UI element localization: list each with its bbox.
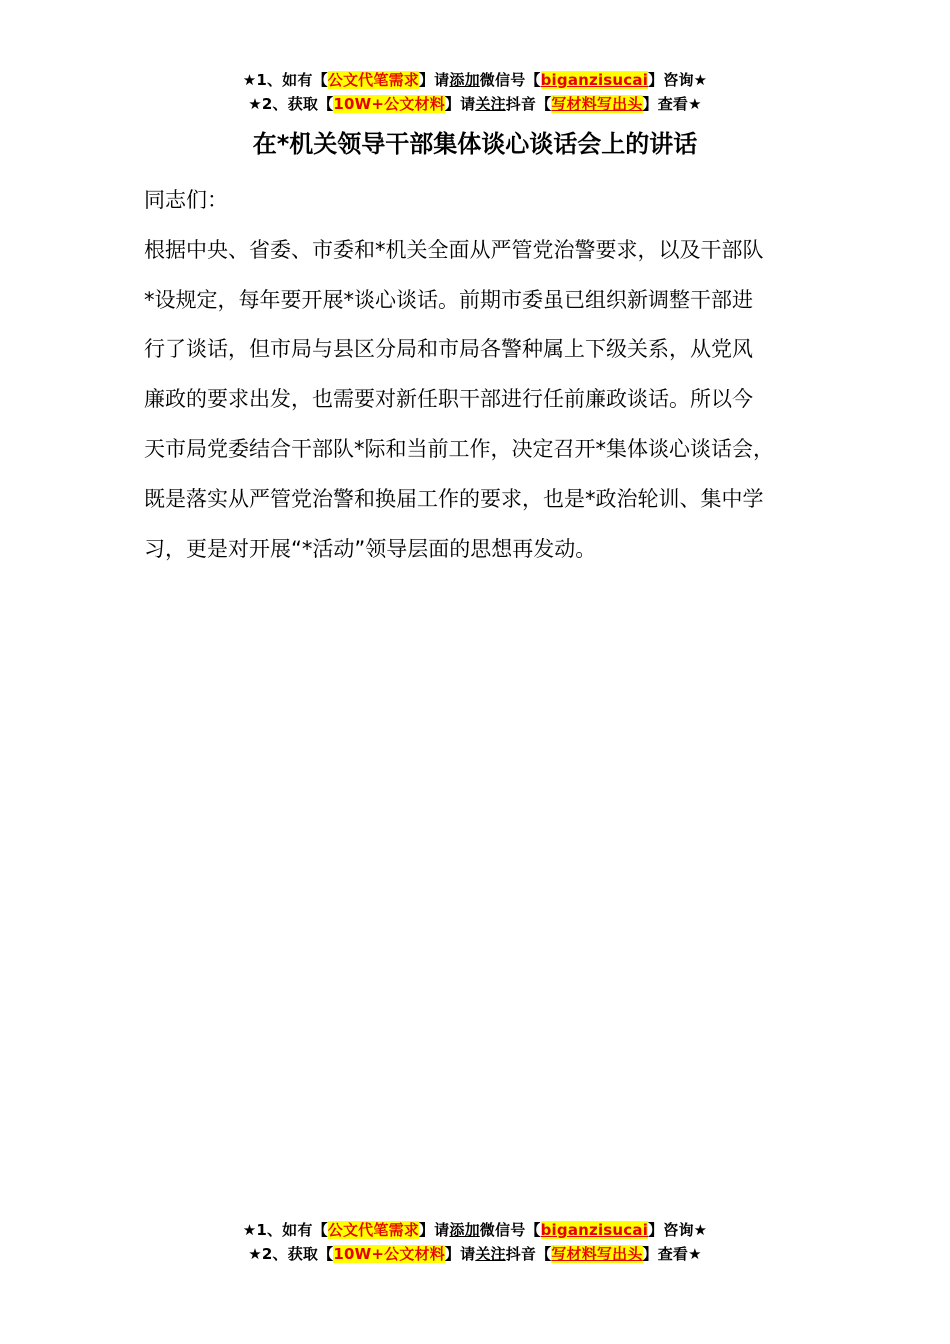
banner-text: ★2、获取【 — [248, 95, 334, 113]
banner-underline: 关注 — [475, 95, 506, 113]
banner-text: ★1、如有【 — [242, 71, 328, 89]
banner-text: 】查看★ — [642, 1245, 702, 1263]
banner-text: ★1、如有【 — [242, 1221, 328, 1239]
banner-text: ★2、获取【 — [248, 1245, 334, 1263]
banner-wechat-id: biganzisucai — [540, 1221, 649, 1239]
banner-text: 】请 — [444, 1245, 476, 1263]
banner-text: 抖音【 — [505, 95, 552, 113]
banner-underline: 添加 — [449, 1221, 480, 1239]
banner-text: 微信号【 — [479, 71, 541, 89]
header-banner — [0, 68, 950, 116]
banner-underline: 关注 — [475, 1245, 506, 1263]
banner-text: 微信号【 — [479, 1221, 541, 1239]
banner-line-2 — [0, 1242, 950, 1266]
footer-banner — [0, 1218, 950, 1266]
body-line: 既是落实从严管党治警和换届工作的要求，也是*政治轮训、集中学 — [144, 486, 764, 511]
body-line: 天市局党委结合干部队*际和当前工作，决定召开*集体谈心谈话会， — [144, 436, 774, 461]
banner-wechat-id: biganzisucai — [540, 71, 649, 89]
banner-text: 】请 — [418, 71, 450, 89]
document-body — [144, 176, 834, 574]
body-line: 行了谈话，但市局与县区分局和市局各警种属上下级关系，从党风 — [144, 337, 753, 362]
banner-highlight: 公文代笔需求 — [327, 71, 419, 89]
banner-line-1 — [0, 68, 950, 92]
banner-highlight: 10W+公文材料 — [333, 95, 445, 113]
banner-douyin-name: 写材料写出头 — [551, 95, 643, 113]
banner-text: 】请 — [418, 1221, 450, 1239]
body-line: 根据中央、省委、市委和*机关全面从严管党治警要求，以及干部队 — [144, 237, 764, 262]
banner-text: 抖音【 — [505, 1245, 552, 1263]
body-line: 廉政的要求出发，也需要对新任职干部进行任前廉政谈话。所以今 — [144, 387, 753, 412]
banner-highlight: 公文代笔需求 — [327, 1221, 419, 1239]
salutation: 同志们： — [144, 188, 228, 212]
banner-douyin-name: 写材料写出头 — [551, 1245, 643, 1263]
banner-highlight: 10W+公文材料 — [333, 1245, 445, 1263]
body-line: 习，更是对开展“*活动”领导层面的思想再发动。 — [144, 536, 597, 561]
banner-line-1 — [0, 1218, 950, 1242]
banner-line-2 — [0, 92, 950, 116]
banner-underline: 添加 — [449, 71, 480, 89]
banner-text: 】咨询★ — [648, 1221, 708, 1239]
document-title: 在*机关领导干部集体谈心谈话会上的讲话 — [252, 130, 698, 158]
body-line: *设规定，每年要开展*谈心谈话。前期市委虽已组织新调整干部进 — [144, 287, 753, 312]
banner-text: 】查看★ — [642, 95, 702, 113]
banner-text: 】请 — [444, 95, 476, 113]
banner-text: 】咨询★ — [648, 71, 708, 89]
